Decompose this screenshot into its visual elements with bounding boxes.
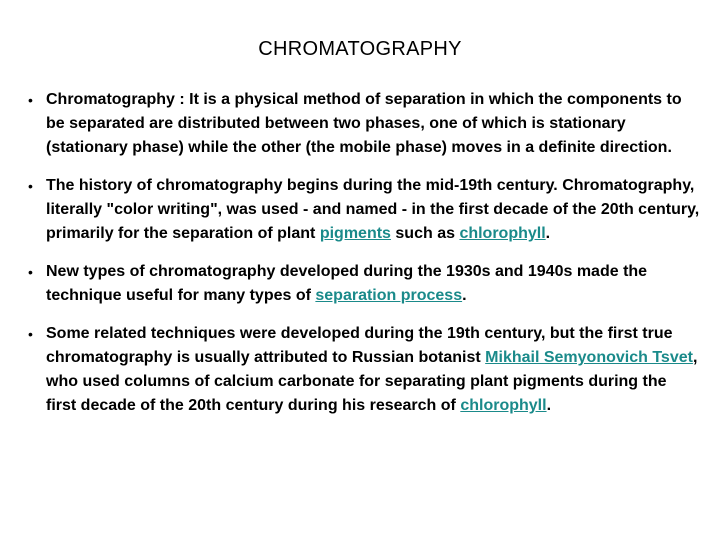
pigments-link[interactable]: pigments (319, 225, 391, 242)
bullet-marker: • (28, 264, 33, 280)
bullet-text: such as (390, 225, 460, 242)
bullet-item (28, 260, 700, 308)
bullet-text: . (545, 225, 551, 242)
chlorophyll-link[interactable]: chlorophyll (459, 225, 546, 242)
bullet-text: New types of chromatography developed during the 1930s and 1940s made the technique useful for many types of (46, 263, 648, 304)
bullet-list (28, 88, 700, 432)
bullet-text: The history of chromatography begins during the mid-19th century. Chromatography, literally "color writing", was used - and named - in the first decade of the 20th century, primarily for the separation of plant (46, 177, 700, 242)
bullet-text: Some related techniques were developed during the 19th century, but the first true chromatography is usually attributed to Russian botanist (46, 325, 673, 366)
bullet-marker: • (28, 326, 33, 342)
bullet-item (28, 322, 700, 418)
bullet-text: Chromatography : It is a physical method of separation in which the components to be separated are distributed between two phases, one of which is stationary (stationary phase) while the other (the mobile phase) moves in a definite direction. (46, 91, 682, 156)
bullet-marker: • (28, 92, 33, 108)
mikhail-tsvet-link[interactable]: Mikhail Semyonovich Tsvet (485, 349, 693, 366)
separation-process-link[interactable]: separation process (315, 287, 463, 304)
bullet-text: . (546, 397, 552, 414)
bullet-marker: • (28, 178, 33, 194)
bullet-text: . (462, 287, 467, 304)
bullet-item (28, 174, 700, 246)
bullet-item (28, 88, 700, 160)
page-title: CHROMATOGRAPHY (258, 38, 462, 60)
chlorophyll-link[interactable]: chlorophyll (460, 397, 547, 414)
bullet-text: , who used columns of calcium carbonate for separating plant pigments during the first decade of the 20th century during his research of (46, 349, 698, 414)
